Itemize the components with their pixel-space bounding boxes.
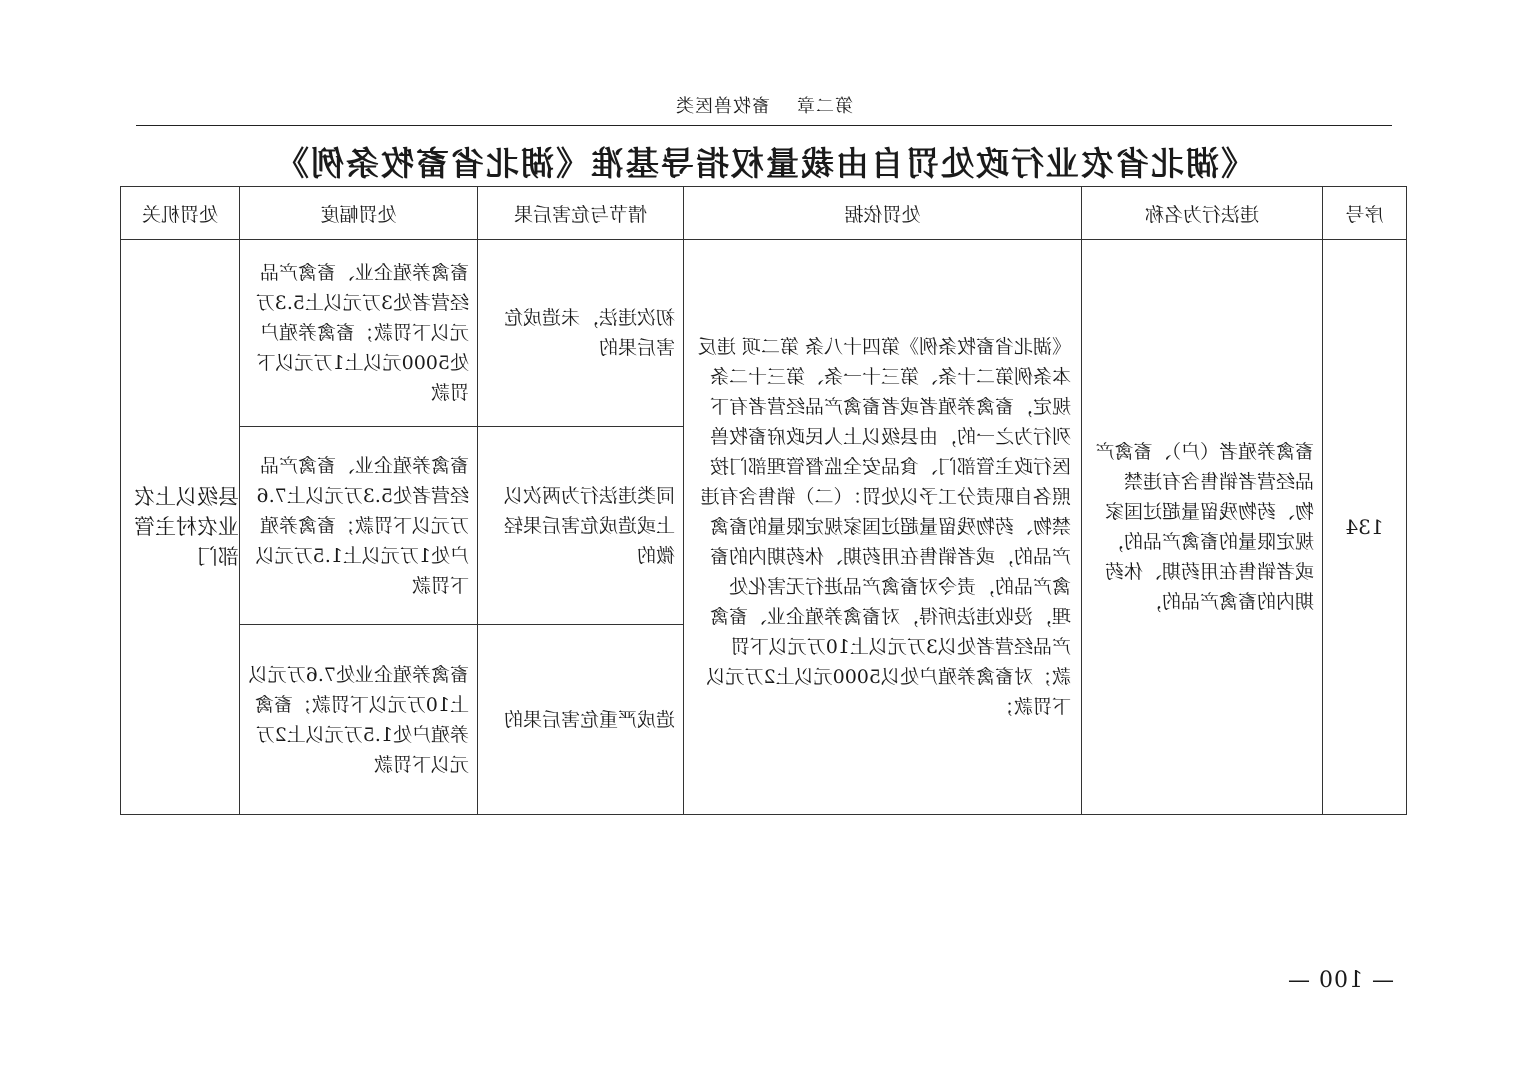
basis-text: 《湖北省畜牧条例》第四十八条 第二项 违反本条例第二十条、第三十一条、第三十二条规定，畜禽养殖者或者畜禽产品经营者有下列行为之一的，由县级以上人民政府畜牧兽医行政主管部门、食品安全监督管理部门按照各自职责分工予以处罚：（二）销售含有违禁物、药物残留量超过国家规定限量的畜禽产品的，或者销售在用药期、休药期内的畜禽产品的，责令对畜禽产品进行无害化处理，没收违法所得，对畜禽养殖企业、畜禽产品经营者处以3万元以上10万元以下罚款；对畜禽养殖户处以5000元以上2万元以下罚款；: [697, 336, 1071, 718]
penalty-cell-3: [240, 625, 478, 815]
circumstance-text-1: 初次违法，未造成危害后果的: [503, 307, 675, 359]
violation-cell: [1082, 240, 1323, 815]
column-header-penalty: 处罚幅度: [240, 187, 478, 240]
running-header: [0, 92, 1528, 118]
penalty-text-3: 畜禽养殖企业处7.6万元以上10万元以下罚款；畜禽养殖户处1.5万元以上2万元以下罚款: [248, 663, 469, 776]
penalty-cell-1: [240, 240, 478, 427]
circumstance-text-3: 造成严重危害后果的: [503, 708, 675, 731]
circumstance-cell-1: [478, 240, 684, 427]
column-header-seq: 序号: [1323, 187, 1407, 240]
section-label: 畜牧兽医类: [675, 96, 770, 117]
authority-cell: 县级以上农业农村主管部门: [121, 240, 240, 815]
page-title: 《湖北省农业行政处罚自由裁量权指导基准《湖北省畜牧条例》: [274, 144, 1254, 183]
page-number: — 100 —: [1287, 968, 1394, 993]
penalty-text-1: 畜禽养殖企业、畜禽产品经营者处3万元以上5.3万元以下罚款；畜禽养殖户处5000元以上1万元以下罚款: [255, 262, 469, 404]
chapter-label: 第二章: [796, 96, 853, 117]
circumstance-cell-2: [478, 427, 684, 625]
penalty-table: [120, 186, 1407, 815]
column-header-authority: 处罚机关: [121, 187, 240, 240]
seq-cell: 134: [1323, 240, 1407, 815]
circumstance-cell-3: [478, 625, 684, 815]
circumstance-text-2: 同类违法行为两次以上或造成危害后果轻微的: [503, 484, 675, 567]
violation-text: 畜禽养殖者（户）、畜禽产品经营者销售含有违禁物、药物残留量超过国家规定限量的畜禽产品的，或者销售在用药期、休药期内的畜禽产品的，: [1095, 441, 1314, 613]
basis-cell: [684, 240, 1082, 815]
table-header-row: [121, 187, 1407, 240]
penalty-text-2: 畜禽养殖企业、畜禽产品经营者处5.3万元以上7.6万元以下罚款；畜禽养殖户处1万元以上1.5万元以下罚款: [255, 454, 469, 597]
column-header-basis: 处罚依据: [684, 187, 1082, 240]
column-header-violation: 违法行为名称: [1082, 187, 1323, 240]
table-row: [121, 240, 1407, 427]
penalty-cell-2: [240, 427, 478, 625]
header-rule: [136, 125, 1392, 126]
column-header-circumstance: 情节与危害后果: [478, 187, 684, 240]
